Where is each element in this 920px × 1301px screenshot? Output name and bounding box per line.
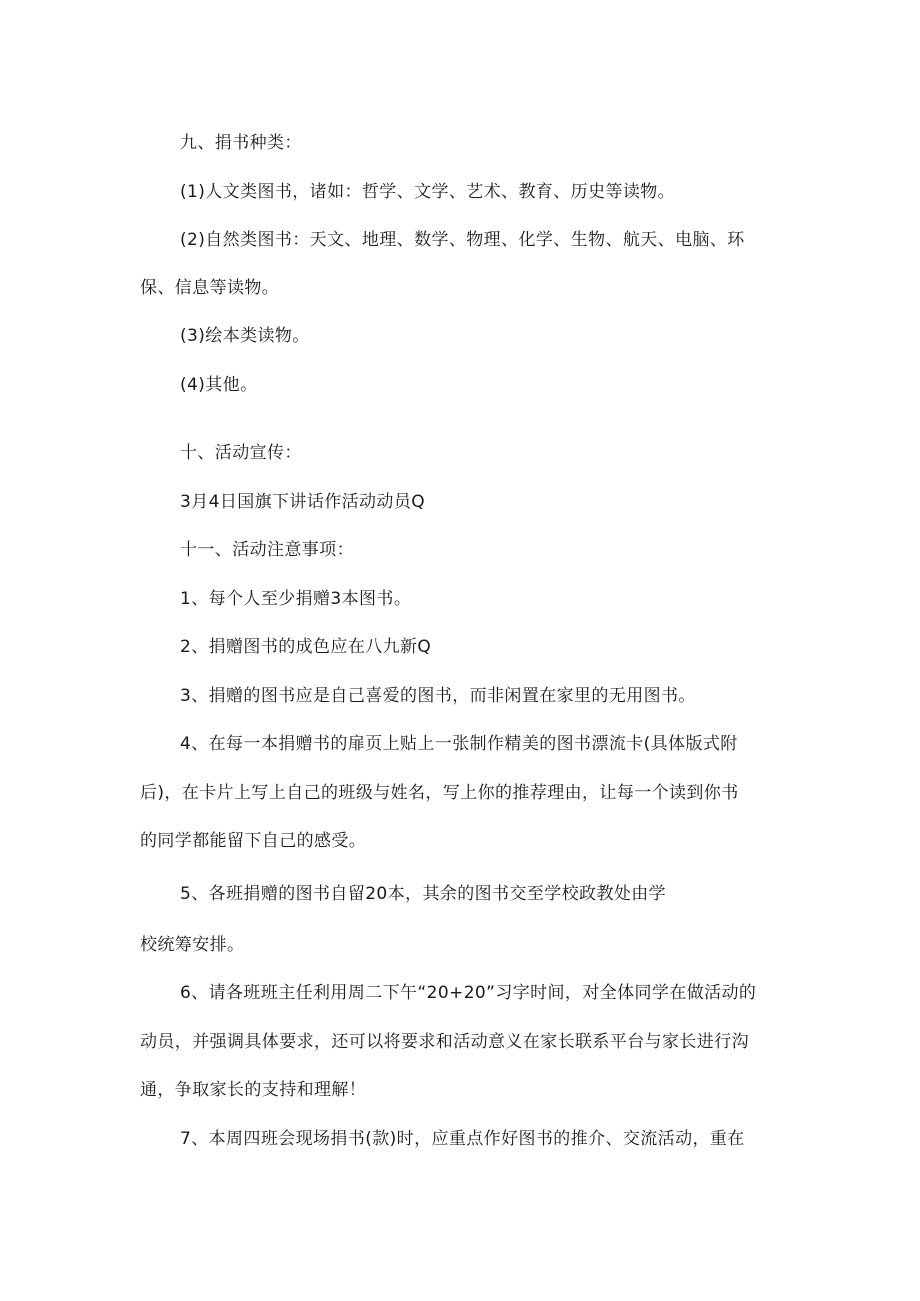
section9-item3: (3)绘本类读物。 [180, 326, 310, 346]
section11-item6-line3: 通，争取家长的支持和理解！ [140, 1080, 367, 1100]
section9-heading: 九、捐书种类： [180, 133, 302, 153]
section11-heading: 十一、活动注意事项： [180, 540, 354, 560]
section10-text: 3月4日国旗下讲话作活动动员Q [180, 492, 426, 512]
section11-item4-line1: 4、在每一本捐赠书的扉页上贴上一张制作精美的图书漂流卡(具体版式附 [180, 734, 738, 754]
section9-item2-line2: 保、信息等读物。 [140, 278, 280, 298]
section9-item2-line1: (2)自然类图书：天文、地理、数学、物理、化学、生物、航天、电脑、环 [180, 230, 745, 250]
section9-item1: (1)人文类图书，诸如：哲学、文学、艺术、教育、历史等读物。 [180, 182, 676, 202]
section10-heading: 十、活动宣传： [180, 443, 302, 463]
section11-item1: 1、每个人至少捐赠3本图书。 [180, 589, 412, 609]
section11-item4-line3: 的同学都能留下自己的感受。 [140, 831, 367, 851]
section11-item6-line1: 6、请各班班主任利用周二下午“20+20”习字时间，对全体同学在做活动的 [180, 983, 757, 1003]
section11-item2: 2、捐赠图书的成色应在八九新Q [180, 637, 432, 657]
section11-item3: 3、捐赠的图书应是自己喜爱的图书，而非闲置在家里的无用图书。 [180, 686, 696, 706]
section11-item5-line2: 校统筹安排。 [140, 935, 245, 955]
section11-item7-line1: 7、本周四班会现场捐书(款)时，应重点作好图书的推介、交流活动，重在 [180, 1129, 745, 1149]
section11-item4-line2: 后)，在卡片上写上自己的班级与姓名，写上你的推荐理由，让每一个读到你书 [140, 783, 739, 803]
section11-item6-line2: 动员，并强调具体要求，还可以将要求和活动意义在家长联系平台与家长进行沟 [140, 1032, 749, 1052]
section11-item5-line1: 5、各班捐赠的图书自留20本，其余的图书交至学校政教处由学 [180, 884, 667, 904]
section9-item4: (4)其他。 [180, 375, 258, 395]
